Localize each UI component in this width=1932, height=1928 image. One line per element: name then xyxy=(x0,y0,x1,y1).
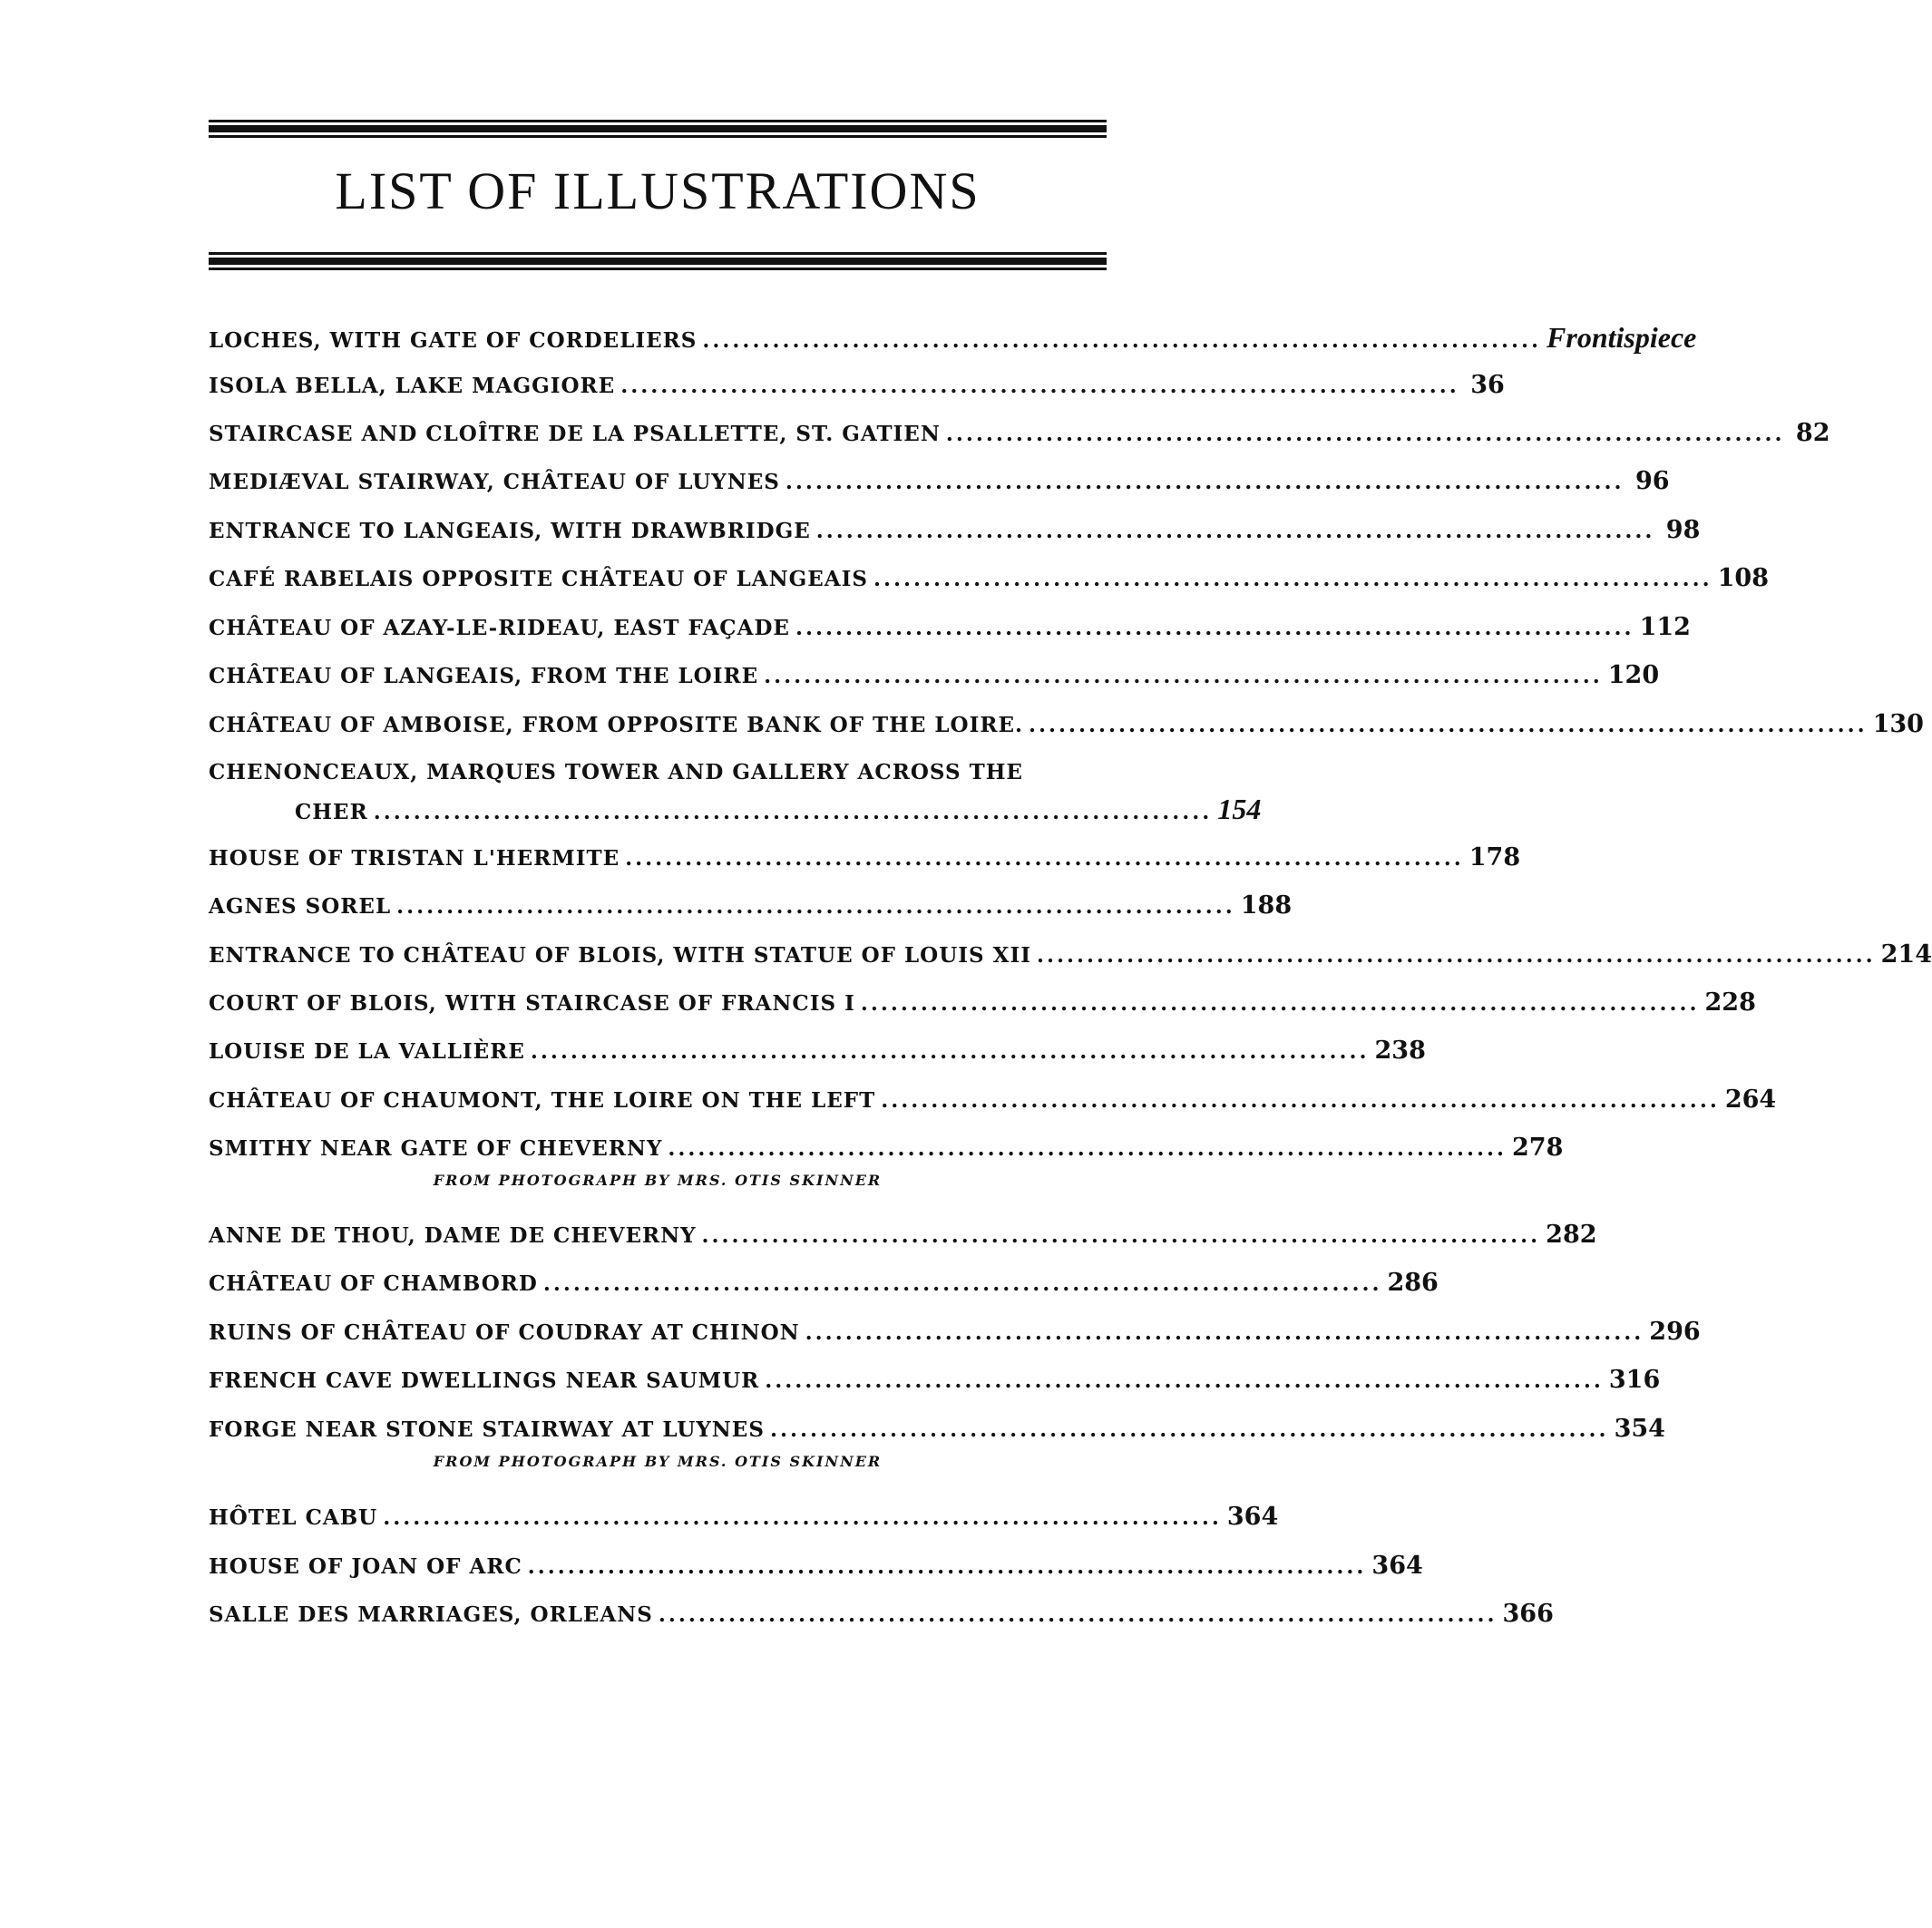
bottom-rule xyxy=(209,252,1107,279)
dot-leader: .................................................................................... xyxy=(805,1320,1644,1345)
dot-leader: .................................................................................... xyxy=(764,664,1603,688)
entry-label: HOUSE OF JOAN OF ARC xyxy=(209,1554,522,1579)
top-rule-line-1 xyxy=(209,120,1107,122)
dot-leader: .................................................................................... xyxy=(668,1136,1508,1161)
dot-leader: .................................................................................... xyxy=(881,1088,1720,1113)
entry-label: CHÂTEAU OF CHAUMONT, THE LOIRE ON THE LEFT xyxy=(209,1088,876,1113)
entry-page: 178 xyxy=(1469,843,1521,871)
list-item xyxy=(209,1312,1701,1352)
dot-leader: .................................................................................... xyxy=(765,1368,1604,1393)
dot-leader: .................................................................................... xyxy=(373,800,1213,824)
entry-page: 296 xyxy=(1649,1318,1701,1346)
bottom-rule-line-1 xyxy=(209,252,1107,255)
entry-page: 354 xyxy=(1614,1415,1665,1443)
entry-label: CAFÉ RABELAIS OPPOSITE CHÂTEAU OF LANGEAIS xyxy=(209,567,869,591)
entry-page: 214 xyxy=(1880,940,1932,969)
top-rule xyxy=(209,116,1107,143)
list-item xyxy=(209,1128,1564,1168)
entry-page: 364 xyxy=(1371,1552,1423,1580)
entry-label: FORGE NEAR STONE STAIRWAY AT LUYNES xyxy=(209,1417,765,1442)
list-item xyxy=(209,1031,1426,1071)
list-item xyxy=(209,838,1521,878)
entry-page: 98 xyxy=(1665,516,1701,544)
entry-label: MEDIÆVAL STAIRWAY, CHÂTEAU OF LUYNES xyxy=(209,470,780,494)
dot-leader: .................................................................................... xyxy=(815,519,1655,543)
dot-leader: .................................................................................... xyxy=(1028,713,1868,737)
list-item xyxy=(209,1360,1661,1400)
list-item xyxy=(209,462,1670,501)
entry-label: CHER xyxy=(295,800,368,824)
list-item xyxy=(209,935,1932,975)
entry-label: STAIRCASE AND CLOÎTRE DE LA PSALLETTE, ST. GATIEN xyxy=(209,422,941,446)
dot-leader: .................................................................................... xyxy=(945,422,1785,446)
list-item xyxy=(209,414,1830,453)
entry-page: 108 xyxy=(1717,564,1770,592)
dot-leader: .................................................................................... xyxy=(620,374,1459,398)
list-item xyxy=(209,1409,1665,1449)
list-item xyxy=(209,317,1697,357)
page-title: LIST OF ILLUSTRATIONS xyxy=(335,161,981,220)
entry-label: LOUISE DE LA VALLIÈRE xyxy=(209,1039,525,1064)
entry-label: RUINS OF CHÂTEAU OF COUDRAY AT CHINON xyxy=(209,1320,800,1345)
entry-page: 238 xyxy=(1374,1037,1426,1065)
photo-credit: FROM PHOTOGRAPH BY MRS. OTIS SKINNER xyxy=(433,1172,883,1189)
entry-label: AGNES SOREL xyxy=(209,894,392,919)
list-item xyxy=(209,365,1505,405)
list-item xyxy=(209,656,1660,696)
entry-label: HÔTEL CABU xyxy=(209,1505,378,1530)
list-item xyxy=(209,886,1293,926)
list-item xyxy=(209,511,1701,550)
entry-label: SALLE DES MARRIAGES, ORLEANS xyxy=(209,1602,653,1627)
list-item xyxy=(209,1497,1279,1537)
list-item xyxy=(209,1263,1439,1303)
bottom-rule-line-2 xyxy=(209,258,1107,265)
dot-leader: .................................................................................... xyxy=(769,1417,1609,1442)
entry-page: 154 xyxy=(1217,793,1262,825)
entry-label: ENTRANCE TO CHÂTEAU OF BLOIS, WITH STATUE OF LOUIS XII xyxy=(209,943,1031,968)
entry-label: CHÂTEAU OF CHAMBORD xyxy=(209,1271,538,1296)
photo-credit: FROM PHOTOGRAPH BY MRS. OTIS SKINNER xyxy=(433,1453,883,1470)
entry-label: ENTRANCE TO LANGEAIS, WITH DRAWBRIDGE xyxy=(209,519,811,543)
entry-page: 278 xyxy=(1512,1134,1564,1162)
entry-page: 264 xyxy=(1724,1086,1777,1114)
entry-page: 82 xyxy=(1795,419,1830,447)
entry-page: 188 xyxy=(1240,891,1293,920)
entry-page: 36 xyxy=(1470,371,1505,399)
list-item xyxy=(209,559,1770,599)
top-rule-line-3 xyxy=(209,135,1107,138)
entry-label: CHÂTEAU OF AZAY-LE-RIDEAU, EAST FAÇADE xyxy=(209,616,790,640)
dot-leader: .................................................................................... xyxy=(396,894,1235,919)
entry-page: 130 xyxy=(1872,710,1924,738)
entry-page: 112 xyxy=(1639,613,1691,641)
dot-leader: .................................................................................... xyxy=(383,1505,1222,1530)
entry-page: 366 xyxy=(1502,1600,1554,1628)
entry-label: COURT OF BLOIS, WITH STAIRCASE OF FRANCIS I xyxy=(209,991,855,1016)
dot-leader: .................................................................................... xyxy=(530,1039,1370,1064)
entry-label: HOUSE OF TRISTAN L'HERMITE xyxy=(209,846,620,871)
entry-page: 228 xyxy=(1704,988,1756,1017)
dot-leader: .................................................................................... xyxy=(702,328,1542,353)
list-item xyxy=(209,983,1756,1023)
entry-page: 316 xyxy=(1608,1366,1661,1394)
list-item xyxy=(209,1546,1423,1586)
top-rule-line-2 xyxy=(209,125,1107,132)
entry-label: CHÂTEAU OF LANGEAIS, FROM THE LOIRE xyxy=(209,664,759,688)
dot-leader: .................................................................................... xyxy=(785,470,1625,494)
dot-leader: .................................................................................... xyxy=(542,1271,1382,1296)
dot-leader: .................................................................................... xyxy=(873,567,1712,591)
illustrations-page xyxy=(209,116,1932,1628)
list-item xyxy=(209,705,1924,745)
entry-label: ANNE DE THOU, DAME DE CHEVERNY xyxy=(209,1223,697,1248)
entry-page: 286 xyxy=(1387,1269,1439,1297)
list-item xyxy=(209,1594,1554,1634)
list-item xyxy=(209,608,1691,648)
dot-leader: .................................................................................... xyxy=(625,846,1464,871)
list-item xyxy=(209,753,1107,793)
entry-page: 364 xyxy=(1226,1503,1279,1531)
entry-label: CHENONCEAUX, MARQUES TOWER AND GALLERY ACROSS THE xyxy=(209,760,1023,784)
entry-label: ISOLA BELLA, LAKE MAGGIORE xyxy=(209,374,616,398)
list-item xyxy=(209,1215,1597,1255)
dot-leader: .................................................................................... xyxy=(527,1554,1367,1579)
dot-leader: .................................................................................... xyxy=(701,1223,1541,1248)
entry-label: FRENCH CAVE DWELLINGS NEAR SAUMUR xyxy=(209,1368,760,1393)
dot-leader: .................................................................................... xyxy=(795,616,1634,640)
dot-leader: .................................................................................... xyxy=(658,1602,1498,1627)
list-item xyxy=(209,1080,1777,1120)
entry-page: 120 xyxy=(1607,661,1660,689)
dot-leader: .................................................................................... xyxy=(860,991,1700,1016)
entry-label: CHÂTEAU OF AMBOISE, FROM OPPOSITE BANK OF THE LOIRE. xyxy=(209,713,1023,737)
entry-label: SMITHY NEAR GATE OF CHEVERNY xyxy=(209,1136,663,1161)
entry-page: Frontispiece xyxy=(1547,321,1697,354)
entry-page: 96 xyxy=(1634,467,1670,495)
list-item xyxy=(209,789,1262,829)
entry-label: LOCHES, WITH GATE OF CORDELIERS xyxy=(209,328,698,353)
dot-leader: .................................................................................... xyxy=(1037,943,1876,968)
bottom-rule-line-3 xyxy=(209,268,1107,270)
entry-page: 282 xyxy=(1546,1221,1597,1249)
